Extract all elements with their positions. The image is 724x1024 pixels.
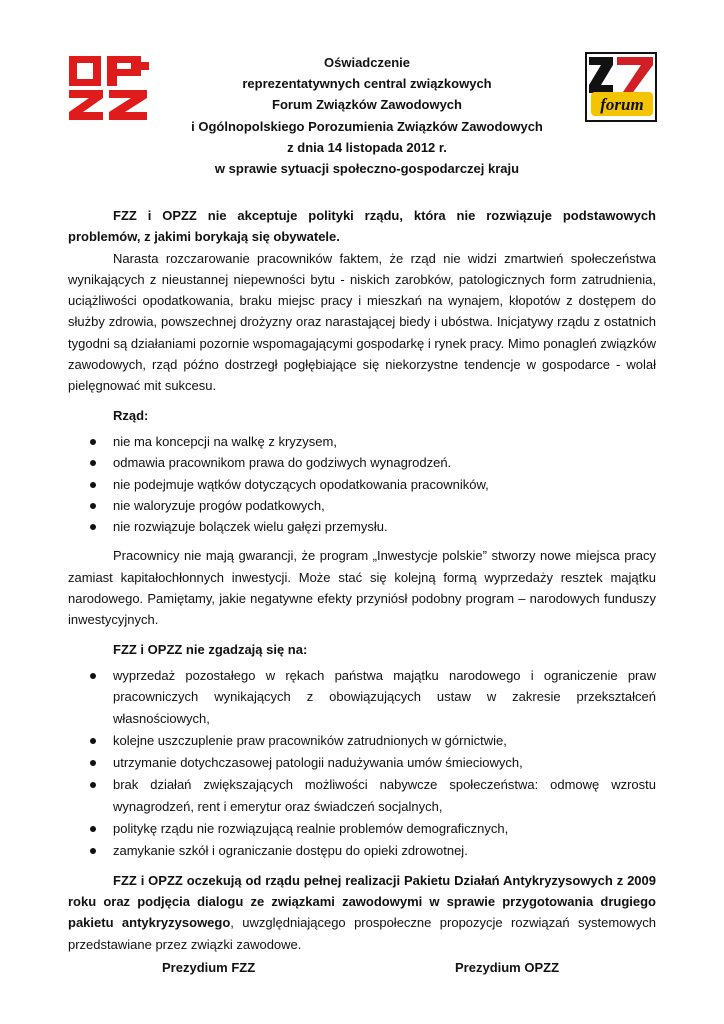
section-heading-nie-zgadzaja: FZZ i OPZZ nie zgadzają się na: [113, 641, 308, 657]
bullet-icon [90, 826, 96, 832]
list-item: nie podejmuje wątków dotyczących opodatkowania pracowników, [68, 474, 656, 495]
list-item: kolejne uszczuplenie praw pracowników zatrudnionych w górnictwie, [68, 730, 656, 751]
list-item: nie waloryzuje progów podatkowych, [68, 495, 656, 516]
bullet-icon [90, 782, 96, 788]
opzz-logo-graphic [67, 52, 151, 122]
signature-fzz: Prezydium FZZ [162, 960, 256, 975]
list-nie-zgadzaja [68, 665, 656, 862]
list-item: nie rozwiązuje bolączek wielu gałęzi przemysłu. [68, 516, 656, 537]
bullet-icon [90, 503, 96, 509]
list-item: politykę rządu nie rozwiązującą realnie problemów demograficznych, [68, 818, 656, 839]
list-item: utrzymanie dotychczasowej patologii nadużywania umów śmieciowych, [68, 752, 656, 773]
section-heading-rzad: Rząd: [113, 407, 149, 423]
list-item: odmawia pracownikom prawa do godziwych wynagrodzeń. [68, 452, 656, 473]
bullet-icon [90, 460, 96, 466]
forum-logo-text: forum [600, 95, 644, 114]
paragraph-2: Pracownicy nie mają gwarancji, że program „Inwestycje polskie” stworzy nowe miejsca pracy zamiast kapitałochłonnych inwestycji. Może stać się kolejną formą wyprzedaży resztek majątku narodowego. Pamiętamy, jakie negatywne efekty przyniósł podobny program – narodowych funduszy inwestycyjnych. [68, 548, 656, 628]
title-line: reprezentatywnych central związkowych [242, 76, 492, 92]
fzz-forum-logo-graphic [585, 52, 657, 122]
bullet-icon [90, 524, 96, 530]
title-line: z dnia 14 listopada 2012 r. [287, 139, 447, 155]
list-rzad [68, 431, 656, 537]
title-line: Forum Związków Zawodowych [272, 97, 462, 113]
opzz-logo [67, 52, 151, 122]
list-item: nie ma koncepcji na walkę z kryzysem, [68, 431, 656, 452]
title-line: Oświadczenie [324, 55, 410, 70]
list-item: brak działań zwiększających możliwości nabywcze społeczeństwa: odmowę wzrostu wynagrodzeń, rent i emerytur oraz świadczeń socjalnych, [68, 774, 656, 817]
signature-opzz: Prezydium OPZZ [455, 960, 560, 975]
bullet-icon [90, 848, 96, 854]
bullet-icon [90, 738, 96, 744]
bullet-icon [90, 482, 96, 488]
list-item: wyprzedaż pozostałego w rękach państwa majątku narodowego i ograniczenie praw pracowniczych wynikających z obowiązujących ustaw w zakresie przekształceń własnościowych, [68, 665, 656, 729]
fzz-forum-logo [585, 52, 657, 122]
lead-paragraph: FZZ i OPZZ nie akceptuje polityki rządu, która nie rozwiązuje podstawowych problemów, z jakimi borykają się obywatele. [68, 208, 656, 245]
list-item: zamykanie szkół i ograniczanie dostępu do opieki zdrowotnej. [68, 840, 656, 861]
bullet-icon [90, 673, 96, 679]
title-line: w sprawie sytuacji społeczno-gospodarczej kraju [214, 161, 520, 177]
document-title [150, 52, 584, 179]
closing-paragraph: FZZ i OPZZ oczekują od rządu pełnej realizacji Pakietu Działań Antykryzysowych z 2009 roku oraz podjęcia dialogu ze związkami zawodowymi w sprawie przygotowania drugiego pakietu antykryzysowego, uwzględniającego prospołeczne propozycje rozwiązań systemowych przedstawiane przez związki zawodowe. [68, 872, 657, 952]
document-body [68, 205, 656, 955]
bullet-icon [90, 760, 96, 766]
title-line: i Ogólnopolskiego Porozumienia Związków Zawodowych [191, 118, 543, 134]
paragraph-1: Narasta rozczarowanie pracowników faktem, że rząd nie widzi zmartwień społeczeństwa wynikających z nieustannej niepewności bytu - niskich zarobków, patologicznych form zatrudnienia, uciążliwości opodatkowania, braku miejsc pracy i mieszkań na wynajem, kłopotów z dostępem do służby zdrowia, powszechnej drożyzny oraz narastającej biedy i ubóstwa. Inicjatywy rządu z ostatnich tygodni są działaniami pozornie wspomagającymi gospodarkę i rynek pracy. Mimo ponagleń związków zawodowych, rząd późno dostrzegł pogłębiające się niekorzystne tendencje w gospodarce - wolał pielęgnować mit sukcesu. [68, 250, 656, 394]
bullet-icon [90, 439, 96, 445]
